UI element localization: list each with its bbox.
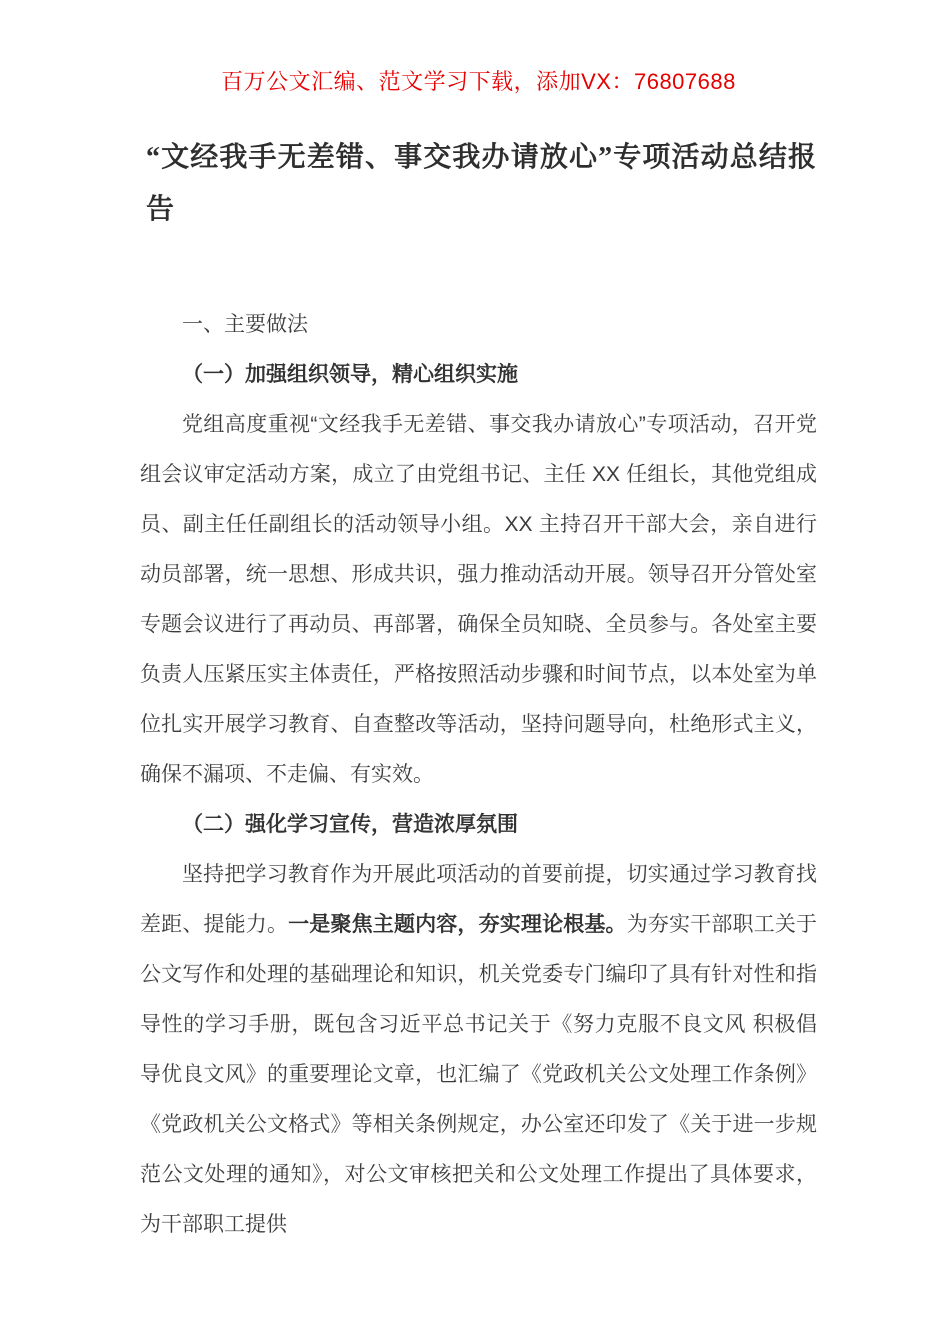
- section-heading-1: 一、主要做法: [182, 313, 308, 336]
- promo-banner: 百万公文汇编、范文学习下载，添加VX：76807688: [221, 69, 736, 94]
- paragraph-2-emphasis: 一是聚焦主题内容，夯实理论根基。: [288, 913, 627, 936]
- paragraph-2-lead: 坚持把学习教育作为开展此项活动的首要前提，切实通过学习教育找差距、提能力。: [140, 863, 817, 936]
- document-title: “文经我手无差错、事交我办请放心”专项活动总结报告: [146, 142, 817, 225]
- subsection-heading-2: （二）强化学习宣传，营造浓厚氛围: [182, 813, 518, 836]
- paragraph-2-rest: 为夯实干部职工关于公文写作和处理的基础理论和知识，机关党委专门编印了具有针对性和指导性的学习手册，既包含习近平总书记关于《努力克服不良文风 积极倡导优良文风》的重要理论文章，也汇编了《党政机关公文处理工作条例》《党政机关公文格式》等相关条例规定，办公室还印发了《关于进一步规范公文处理的通知》，对公文审核把关和公文处理工作提出了具体要求，为干部职工提供: [140, 913, 818, 1236]
- paragraph-1: 党组高度重视“文经我手无差错、事交我办请放心”专项活动，召开党组会议审定活动方案，成立了由党组书记、主任 XX 任组长，其他党组成员、副主任任副组长的活动领导小组。XX 主持召开干部大会，亲自进行动员部署，统一思想、形成共识，强力推动活动开展。领导召开分管处室专题会议进行了再动员、再部署，确保全员知晓、全员参与。各处室主要负责人压紧压实主体责任，严格按照活动步骤和时间节点，以本处室为单位扎实开展学习教育、自查整改等活动，坚持问题导向，杜绝形式主义，确保不漏项、不走偏、有实效。: [140, 413, 817, 786]
- paragraph-2: [140, 850, 817, 1250]
- subsection-heading-1: （一）加强组织领导，精心组织实施: [182, 363, 518, 386]
